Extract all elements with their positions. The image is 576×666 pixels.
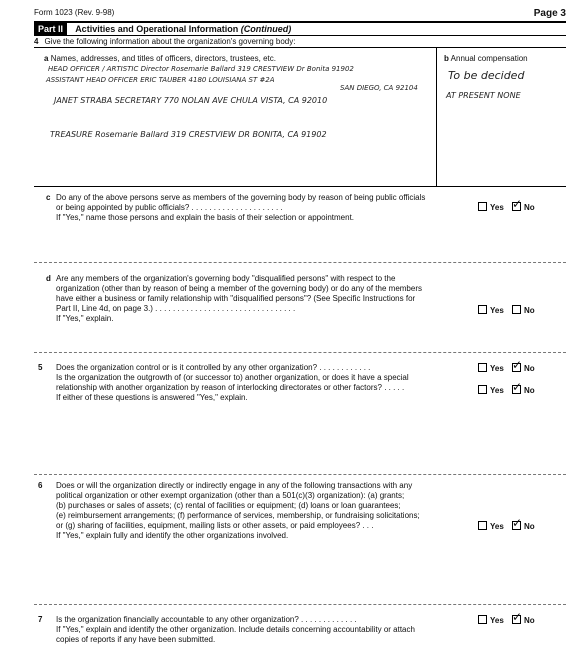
q5a-yes-checkbox[interactable] — [478, 363, 487, 372]
q6-text: Does or will the organization directly or indirectly engage in any of the following transactions with any political organization or other exempt organization (other than a 501(c)(3) organization): (a) grants; (b) purchases or sales of assets; (c) rental of facilities or equipment; (d) loans or loan guarantees; (e) reimbursement arrangements; (f) performance of services, membership, or fundraising solicitations; or (g) sharing of facilities, equipment, mailing lists or other assets, or paid employees? . . . If "Yes," explain fully and identify the other organizations involved. — [56, 481, 420, 540]
handwritten-comp-2: AT PRESENT NONE — [446, 91, 521, 100]
q5-number: 5 — [38, 363, 43, 372]
part-title: Activities and Operational Information (Continued) — [75, 24, 292, 34]
q5-answer-2[interactable]: Yes ✓ No — [478, 385, 535, 395]
q4d-divider — [34, 352, 566, 353]
q7-answer[interactable]: Yes ✓ No — [478, 615, 535, 625]
q5-divider — [34, 474, 566, 475]
q4d-text: Are any members of the organization's governing body "disqualified persons" with respect to the organization (other than by reason of being a member of the governing body) or do any of the members have either a business or family relationship with "disqualified persons"? (See Specific Instructions for Part II, Line 4d, on page 3.) . . . . . . . . . . . . . . . . . . . . . . . . . . . . . . . . If "Yes," explain. — [56, 274, 422, 323]
q4c-divider — [34, 262, 566, 263]
q7-text: Is the organization financially accountable to any other organization? . . . . . . . . . . . . . If "Yes," explain and identify the other organization. Include details concerning accountability or attach copies of reports if any have been submitted. — [56, 615, 415, 644]
q5b-yes-checkbox[interactable] — [478, 385, 487, 394]
handwritten-entry-4: JANET STRABA SECRETARY 770 NOLAN AVE CHULA VISTA, CA 92010 — [54, 96, 328, 105]
q6-answer[interactable]: Yes ✓ No — [478, 521, 535, 531]
q5a-no-checkbox[interactable] — [512, 363, 521, 372]
q4d-no-checkbox[interactable] — [512, 305, 521, 314]
q4d-yes-checkbox[interactable] — [478, 305, 487, 314]
q6-yes-checkbox[interactable] — [478, 521, 487, 530]
q4-table-rule — [34, 186, 566, 187]
q6-divider — [34, 604, 566, 605]
handwritten-comp-1: To be decided — [448, 69, 525, 82]
q5b-no-checkbox[interactable] — [512, 385, 521, 394]
handwritten-entry-1: HEAD OFFICER / ARTISTIC Director Rosemarie Ballard 319 CRESTVIEW Dr Bonita 91902 — [48, 65, 354, 73]
q5-answer-1[interactable]: Yes ✓ No — [478, 363, 535, 373]
part-rule — [34, 35, 566, 36]
q7-number: 7 — [38, 615, 43, 624]
header-rule — [34, 21, 566, 23]
q6-no-checkbox[interactable] — [512, 521, 521, 530]
part-heading — [34, 24, 291, 34]
q5-text: Does the organization control or is it controlled by any other organization? . . . . . . . . . . . . Is the organization the outgrowth of (or successor to) another organization, or does it have a special relationship with another organization by reason of interlocking directorates or other factors? . . . . . If either of these questions is answered "Yes," explain. — [56, 363, 409, 402]
q4c-text: Do any of the above persons serve as members of the governing body by reason of being public officials or being appointed by public officials? . . . . . . . . . . . . . . . . . . . . . If "Yes," name those persons and explain the basis of their selection or appointment. — [56, 193, 426, 222]
column-divider — [436, 48, 437, 186]
form-label: Form 1023 (Rev. 9-98) — [34, 8, 115, 17]
q4c-yes-checkbox[interactable] — [478, 202, 487, 211]
q4c-label: c — [46, 193, 51, 202]
q4c-answer[interactable]: Yes ✓ No — [478, 202, 535, 212]
handwritten-entry-5: TREASURE Rosemarie Ballard 319 CRESTVIEW DR BONITA, CA 91902 — [50, 130, 327, 139]
q6-number: 6 — [38, 481, 43, 490]
q4c-no-checkbox[interactable] — [512, 202, 521, 211]
q4-rule — [34, 47, 566, 48]
q4a-heading: a Names, addresses, and titles of officers, directors, trustees, etc. — [44, 54, 276, 63]
page-number: Page 3 — [533, 8, 566, 19]
q4d-answer[interactable]: Yes No — [478, 305, 535, 315]
handwritten-entry-2: ASSISTANT HEAD OFFICER ERIC TAUBER 4180 LOUISIANA ST #2A — [46, 76, 275, 84]
handwritten-entry-3: SAN DIEGO, CA 92104 — [340, 84, 418, 92]
part-badge: Part II — [34, 23, 67, 35]
question-4: 4 Give the following information about the organization's governing body: — [34, 37, 296, 46]
q7-yes-checkbox[interactable] — [478, 615, 487, 624]
q7-no-checkbox[interactable] — [512, 615, 521, 624]
q4d-label: d — [46, 274, 51, 283]
q4b-heading: b Annual compensation — [444, 54, 528, 63]
